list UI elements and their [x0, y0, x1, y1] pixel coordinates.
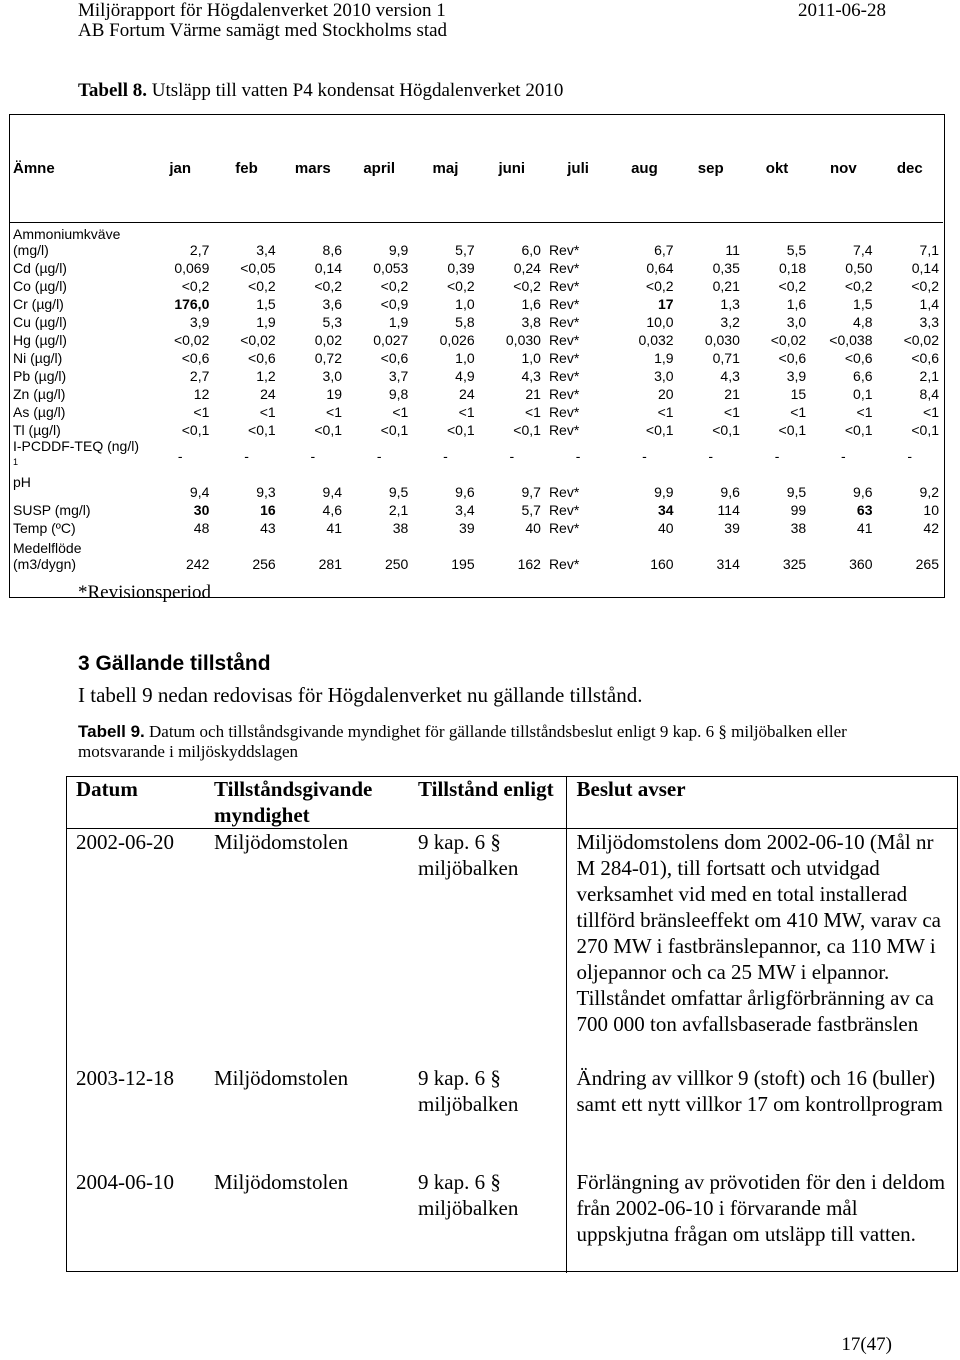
document-date: 2011-06-28 — [798, 0, 886, 21]
value-cell: 4,8 — [853, 314, 873, 330]
value-cell: 19 — [326, 386, 342, 402]
substance-label-text: Cd (µg/l) — [13, 260, 67, 276]
substance-label-text: Pb (µg/l) — [13, 368, 67, 384]
value-cell: 38 — [790, 520, 807, 536]
value-cell: 0,72 — [314, 350, 342, 366]
value-cell: 7,4 — [853, 242, 873, 258]
value-cell: 43 — [260, 520, 276, 536]
column-header-month: aug — [631, 159, 658, 177]
value-cell: 9,7 — [521, 484, 541, 500]
permit-authority: Miljödomstolen — [214, 1169, 349, 1194]
column-header-month: juni — [498, 159, 526, 177]
value-cell: 0,21 — [712, 278, 740, 294]
value-cell: 15 — [790, 386, 807, 402]
emissions-row — [9, 222, 943, 258]
permit-authority: Miljödomstolen — [214, 830, 349, 854]
value-cell: 9,3 — [256, 484, 276, 500]
value-cell: 34 — [657, 502, 674, 518]
value-cell: <1 — [657, 404, 674, 420]
value-cell: 3,4 — [256, 242, 276, 258]
value-cell: - — [177, 448, 183, 464]
section-text: I tabell 9 nedan redovisas för Högdalenverket nu gällande tillstånd. — [78, 683, 643, 707]
value-cell: 9,5 — [786, 484, 807, 500]
emissions-row — [9, 258, 943, 276]
value-cell: <0,1 — [314, 422, 342, 438]
permits-row — [66, 829, 958, 1065]
emissions-row — [9, 402, 943, 420]
value-cell: 281 — [318, 556, 342, 572]
value-cell: 1,6 — [786, 296, 807, 312]
document-title: Miljörapport för Högdalenverket 2010 version 1 — [78, 0, 446, 21]
substance-label-text: Ni (µg/l) — [13, 350, 63, 366]
value-cell: 176,0 — [174, 296, 210, 312]
value-cell: 1,5 — [853, 296, 873, 312]
column-header-substance: Ämne — [13, 159, 55, 177]
value-cell: <0,6 — [181, 350, 210, 366]
value-cell: 0,032 — [638, 332, 674, 348]
value-cell: 2,7 — [189, 242, 210, 258]
permit-date: 2004-06-10 — [76, 1169, 174, 1194]
value-cell: Rev* — [548, 386, 580, 402]
value-cell: <1 — [790, 404, 807, 420]
value-cell: 3,0 — [322, 368, 342, 384]
value-cell: 7,1 — [919, 242, 939, 258]
substance-label — [9, 348, 147, 366]
value-cell: <0,02 — [173, 332, 210, 348]
substance-label-text: SUSP (mg/l) — [13, 502, 91, 518]
value-cell: 48 — [193, 520, 210, 536]
emissions-row — [9, 348, 943, 366]
value-cell: <0,2 — [446, 278, 475, 294]
value-cell: - — [443, 448, 448, 464]
substance-label-text: Ammoniumkväve (mg/l) — [13, 226, 121, 258]
value-cell: 1,0 — [455, 296, 475, 312]
value-cell: 0,50 — [845, 260, 873, 276]
permits-header-beslut: Beslut avser — [566, 776, 958, 829]
value-cell: 6,6 — [853, 368, 873, 384]
substance-label — [9, 420, 147, 438]
section-heading: 3 Gällande tillstånd — [78, 652, 271, 675]
substance-label-text: Co (µg/l) — [13, 278, 67, 294]
value-cell: Rev* — [548, 502, 580, 518]
value-cell: 114 — [717, 502, 740, 518]
substance-label — [9, 474, 147, 500]
value-cell: 0,02 — [314, 332, 342, 348]
value-cell: 17 — [657, 296, 674, 312]
value-cell: 4,3 — [521, 368, 541, 384]
substance-label — [9, 402, 147, 420]
value-cell: 63 — [856, 502, 873, 518]
value-cell: 38 — [392, 520, 409, 536]
value-cell: - — [575, 448, 581, 464]
value-cell: 3,9 — [786, 368, 807, 384]
value-cell: 360 — [849, 556, 873, 572]
value-cell: 0,14 — [911, 260, 939, 276]
value-cell: 2,1 — [919, 368, 939, 384]
value-cell: 30 — [193, 502, 210, 518]
table9-caption-label: Tabell 9. — [78, 722, 145, 741]
value-cell: 2,7 — [189, 368, 210, 384]
value-cell: 11 — [725, 242, 740, 258]
value-cell: 160 — [650, 556, 674, 572]
value-cell: <1 — [259, 404, 276, 420]
value-cell: 5,7 — [455, 242, 475, 258]
substance-label-text: Tl (µg/l) — [13, 422, 61, 438]
value-cell: Rev* — [548, 314, 580, 330]
emissions-row — [9, 276, 943, 294]
value-cell: 40 — [657, 520, 674, 536]
value-cell: 99 — [790, 502, 807, 518]
emissions-table — [9, 114, 943, 572]
value-cell: <0,2 — [844, 278, 873, 294]
value-cell: 3,7 — [388, 368, 409, 384]
value-cell: 20 — [657, 386, 674, 402]
value-cell: 6,7 — [654, 242, 674, 258]
emissions-row — [9, 500, 943, 518]
value-cell: 24 — [260, 386, 276, 402]
substance-label — [9, 384, 147, 402]
value-cell: <0,2 — [181, 278, 210, 294]
value-cell: <1 — [723, 404, 740, 420]
value-cell: Rev* — [548, 556, 580, 572]
value-cell: - — [244, 448, 249, 464]
value-cell: 4,6 — [322, 502, 342, 518]
value-cell: Rev* — [548, 404, 580, 420]
column-header-month: dec — [896, 159, 923, 177]
value-cell: 0,35 — [712, 260, 740, 276]
substance-label-text: Cr (µg/l) — [13, 296, 64, 312]
value-cell: 42 — [923, 520, 939, 536]
value-cell: <0,2 — [248, 278, 276, 294]
permits-table — [66, 776, 958, 1273]
permit-decision: Ändring av villkor 9 (stoft) och 16 (buller) samt ett nytt villkor 17 om kontrollprogram — [566, 1065, 958, 1169]
emissions-row — [9, 420, 943, 438]
value-cell: 0,053 — [373, 260, 409, 276]
value-cell: <0,1 — [380, 422, 409, 438]
value-cell: 195 — [451, 556, 475, 572]
column-header-month: maj — [432, 159, 459, 177]
value-cell: 0,069 — [174, 260, 210, 276]
value-cell: 9,8 — [388, 386, 409, 402]
column-header-month: nov — [830, 159, 857, 177]
value-cell: <0,05 — [240, 260, 276, 276]
table9-caption-text: Datum och tillståndsgivande myndighet för gällande tillståndsbeslut enligt 9 kap. 6 § miljöbalken eller motsvarande i miljöskyddslagen — [78, 722, 847, 761]
value-cell: 314 — [716, 556, 740, 572]
permits-header-datum: Datum — [66, 776, 204, 829]
substance-label — [9, 366, 147, 384]
value-cell: Rev* — [548, 260, 580, 276]
value-cell: <0,1 — [778, 422, 807, 438]
value-cell: <0,1 — [844, 422, 873, 438]
emissions-row — [9, 438, 943, 474]
emissions-row — [9, 312, 943, 330]
value-cell: 1,0 — [521, 350, 541, 366]
value-cell: 3,0 — [654, 368, 674, 384]
value-cell: 1,2 — [256, 368, 276, 384]
value-cell: <0,1 — [911, 422, 939, 438]
value-cell: 242 — [186, 556, 210, 572]
column-header-month: okt — [765, 159, 789, 177]
substance-label — [9, 258, 147, 276]
value-cell: <0,1 — [712, 422, 740, 438]
value-cell: <0,2 — [380, 278, 409, 294]
substance-label — [9, 438, 147, 474]
substance-label-text: I-PCDDF-TEQ (ng/l) — [13, 438, 139, 455]
value-cell: <0,1 — [446, 422, 475, 438]
value-cell: 1,9 — [388, 314, 409, 330]
footnote-marker: 1 — [13, 457, 19, 468]
value-cell: <0,6 — [911, 350, 939, 366]
value-cell: 9,6 — [720, 484, 740, 500]
permits-header-myndighet: Tillståndsgivande myndighet — [204, 776, 408, 829]
value-cell: 4,3 — [720, 368, 740, 384]
value-cell: 39 — [724, 520, 740, 536]
value-cell: <0,6 — [844, 350, 873, 366]
column-header-month: mars — [294, 159, 331, 177]
value-cell: - — [310, 448, 316, 464]
value-cell: Rev* — [548, 520, 580, 536]
value-cell: <0,02 — [903, 332, 939, 348]
value-cell: 1,6 — [521, 296, 541, 312]
value-cell: 5,5 — [786, 242, 807, 258]
value-cell: 3,6 — [322, 296, 342, 312]
value-cell: 1,9 — [256, 314, 276, 330]
emissions-row — [9, 330, 943, 348]
value-cell: 40 — [525, 520, 541, 536]
value-cell: 256 — [252, 556, 276, 572]
value-cell: Rev* — [548, 242, 580, 258]
value-cell: 3,9 — [189, 314, 210, 330]
value-cell: 3,8 — [521, 314, 541, 330]
value-cell: 0,18 — [778, 260, 807, 276]
substance-label — [9, 312, 147, 330]
substance-label — [9, 500, 147, 518]
permit-decision: Miljödomstolens dom 2002-06-10 (Mål nr M 284-01), till fortsatt och utvidgad verksamhet vid med en total installerad tillförd bränsleeffekt om 410 MW, varav ca 270 MW i fastbränslepannor, ca 110 MW i oljepannor och ca 25 MW i elpannor. Tillståndet omfattar årligförbränning av ca 700 000 ton avfallsbaserade fastbränslen — [566, 829, 958, 1065]
value-cell: 41 — [326, 520, 342, 536]
emissions-row — [9, 294, 943, 312]
value-cell: Rev* — [548, 332, 580, 348]
value-cell: 21 — [724, 386, 740, 402]
value-cell: 41 — [856, 520, 873, 536]
value-cell: 12 — [193, 386, 210, 402]
value-cell: 1,4 — [919, 296, 939, 312]
revision-footnote: *Revisionsperiod — [78, 582, 211, 603]
document-subtitle: AB Fortum Värme samägt med Stockholms stad — [78, 20, 448, 41]
value-cell: 9,6 — [455, 484, 475, 500]
value-cell: 0,24 — [513, 260, 541, 276]
value-cell: 0,39 — [447, 260, 475, 276]
value-cell: 9,6 — [853, 484, 873, 500]
value-cell: 10 — [923, 502, 939, 518]
value-cell: 4,9 — [455, 368, 475, 384]
value-cell: 9,5 — [388, 484, 409, 500]
substance-label-text: Hg (µg/l) — [13, 332, 67, 348]
value-cell: - — [509, 448, 515, 464]
permit-legal-basis: 9 kap. 6 § miljöbalken — [418, 1065, 519, 1116]
table9-caption — [78, 722, 898, 762]
emissions-row — [9, 366, 943, 384]
value-cell: 1,3 — [720, 296, 740, 312]
value-cell: <0,6 — [248, 350, 276, 366]
substance-label-text: As (µg/l) — [13, 404, 66, 420]
value-cell: 5,8 — [455, 314, 475, 330]
emissions-table-header-row — [9, 114, 943, 222]
permits-header-enligt: Tillstånd enligt — [408, 776, 566, 829]
value-cell: - — [907, 448, 913, 464]
value-cell: 0,026 — [439, 332, 475, 348]
value-cell: 0,71 — [712, 350, 740, 366]
value-cell: 9,9 — [388, 242, 409, 258]
value-cell: <1 — [856, 404, 873, 420]
permit-date: 2002-06-20 — [76, 830, 174, 854]
value-cell: <0,2 — [911, 278, 939, 294]
value-cell: 0,64 — [646, 260, 674, 276]
emissions-row — [9, 536, 943, 572]
substance-label — [9, 518, 147, 536]
value-cell: <1 — [923, 404, 939, 420]
value-cell: 9,4 — [322, 484, 342, 500]
table8-caption — [78, 80, 563, 102]
value-cell: Rev* — [548, 484, 580, 500]
page-number: 17(47) — [841, 1334, 892, 1355]
value-cell: <0,2 — [314, 278, 342, 294]
value-cell: 162 — [517, 556, 541, 572]
permit-legal-basis: 9 kap. 6 § miljöbalken — [418, 830, 519, 880]
value-cell: 8,4 — [919, 386, 939, 402]
value-cell: <0,1 — [513, 422, 541, 438]
value-cell: <0,1 — [248, 422, 276, 438]
value-cell: - — [376, 448, 382, 464]
value-cell: 9,9 — [654, 484, 674, 500]
column-header-month: feb — [235, 159, 258, 177]
value-cell: 5,7 — [521, 502, 541, 518]
substance-label-text: Cu (µg/l) — [13, 314, 67, 330]
value-cell: 0,030 — [505, 332, 541, 348]
value-cell: 5,3 — [322, 314, 342, 330]
substance-label — [9, 294, 147, 312]
substance-label — [9, 536, 147, 572]
value-cell: 24 — [459, 386, 475, 402]
value-cell: 8,6 — [322, 242, 342, 258]
value-cell: <0,2 — [778, 278, 807, 294]
substance-label-text: Zn (µg/l) — [13, 386, 66, 402]
value-cell: <0,02 — [770, 332, 807, 348]
value-cell: <0,02 — [240, 332, 276, 348]
value-cell: Rev* — [548, 368, 580, 384]
table8-caption-text: Utsläpp till vatten P4 kondensat Högdalenverket 2010 — [147, 80, 564, 101]
value-cell: 1,0 — [455, 350, 475, 366]
value-cell: 3,2 — [720, 314, 740, 330]
value-cell: <0,1 — [645, 422, 674, 438]
value-cell: <0,6 — [380, 350, 409, 366]
permit-legal-basis: 9 kap. 6 § miljöbalken — [418, 1169, 519, 1220]
emissions-row — [9, 518, 943, 536]
substance-label — [9, 330, 147, 348]
value-cell: - — [642, 448, 647, 464]
value-cell: <0,1 — [181, 422, 210, 438]
emissions-row — [9, 474, 943, 500]
column-header-month: sep — [697, 159, 724, 177]
value-cell: 1,9 — [654, 350, 674, 366]
substance-label-text: Temp (ºC) — [13, 520, 76, 536]
value-cell: Rev* — [548, 278, 580, 294]
permits-row — [66, 1169, 958, 1273]
value-cell: 6,0 — [521, 242, 541, 258]
substance-label — [9, 222, 147, 258]
permits-row — [66, 1065, 958, 1169]
value-cell: 0,027 — [373, 332, 409, 348]
column-header-month: juli — [567, 159, 589, 177]
table8-caption-label: Tabell 8. — [78, 80, 147, 101]
value-cell: Rev* — [548, 296, 580, 312]
value-cell: <1 — [326, 404, 342, 420]
value-cell: <0,6 — [778, 350, 807, 366]
value-cell: <0,9 — [380, 296, 409, 312]
value-cell: - — [708, 448, 714, 464]
permit-date: 2003-12-18 — [76, 1065, 174, 1090]
value-cell: 325 — [782, 556, 807, 572]
substance-label — [9, 276, 147, 294]
value-cell: 1,5 — [256, 296, 276, 312]
value-cell: 0,14 — [314, 260, 342, 276]
value-cell: 10,0 — [646, 314, 674, 330]
value-cell: <1 — [458, 404, 475, 420]
value-cell: Rev* — [548, 350, 580, 366]
value-cell: 265 — [915, 556, 939, 572]
value-cell: 21 — [525, 386, 541, 402]
value-cell: - — [841, 448, 846, 464]
value-cell: <1 — [524, 404, 541, 420]
value-cell: <1 — [392, 404, 409, 420]
value-cell: <0,2 — [645, 278, 674, 294]
value-cell: Rev* — [548, 422, 580, 438]
value-cell: - — [774, 448, 780, 464]
column-header-month: april — [363, 159, 395, 177]
substance-label-text: Medelflöde (m3/dygn) — [13, 540, 82, 572]
value-cell: <0,038 — [829, 332, 873, 348]
value-cell: 250 — [384, 556, 409, 572]
substance-label-text: pH — [13, 474, 31, 490]
value-cell: 3,4 — [455, 502, 475, 518]
permit-decision: Förlängning av prövotiden för den i deldom från 2002-06-10 i förvarande mål uppskjutna frågan om utsläpp till vatten. — [566, 1169, 958, 1273]
value-cell: 9,2 — [919, 484, 939, 500]
value-cell: 16 — [260, 502, 276, 518]
value-cell: 0,030 — [704, 332, 740, 348]
value-cell: 9,4 — [189, 484, 210, 500]
value-cell: 3,3 — [919, 314, 939, 330]
permits-table-header-row — [66, 776, 958, 829]
value-cell: 3,0 — [786, 314, 807, 330]
value-cell: <0,2 — [513, 278, 541, 294]
value-cell: 0,1 — [853, 386, 873, 402]
permit-authority: Miljödomstolen — [214, 1065, 349, 1090]
value-cell: <1 — [193, 404, 210, 420]
value-cell: 39 — [459, 520, 475, 536]
value-cell: 2,1 — [388, 502, 409, 518]
emissions-row — [9, 384, 943, 402]
column-header-month: jan — [169, 159, 192, 177]
